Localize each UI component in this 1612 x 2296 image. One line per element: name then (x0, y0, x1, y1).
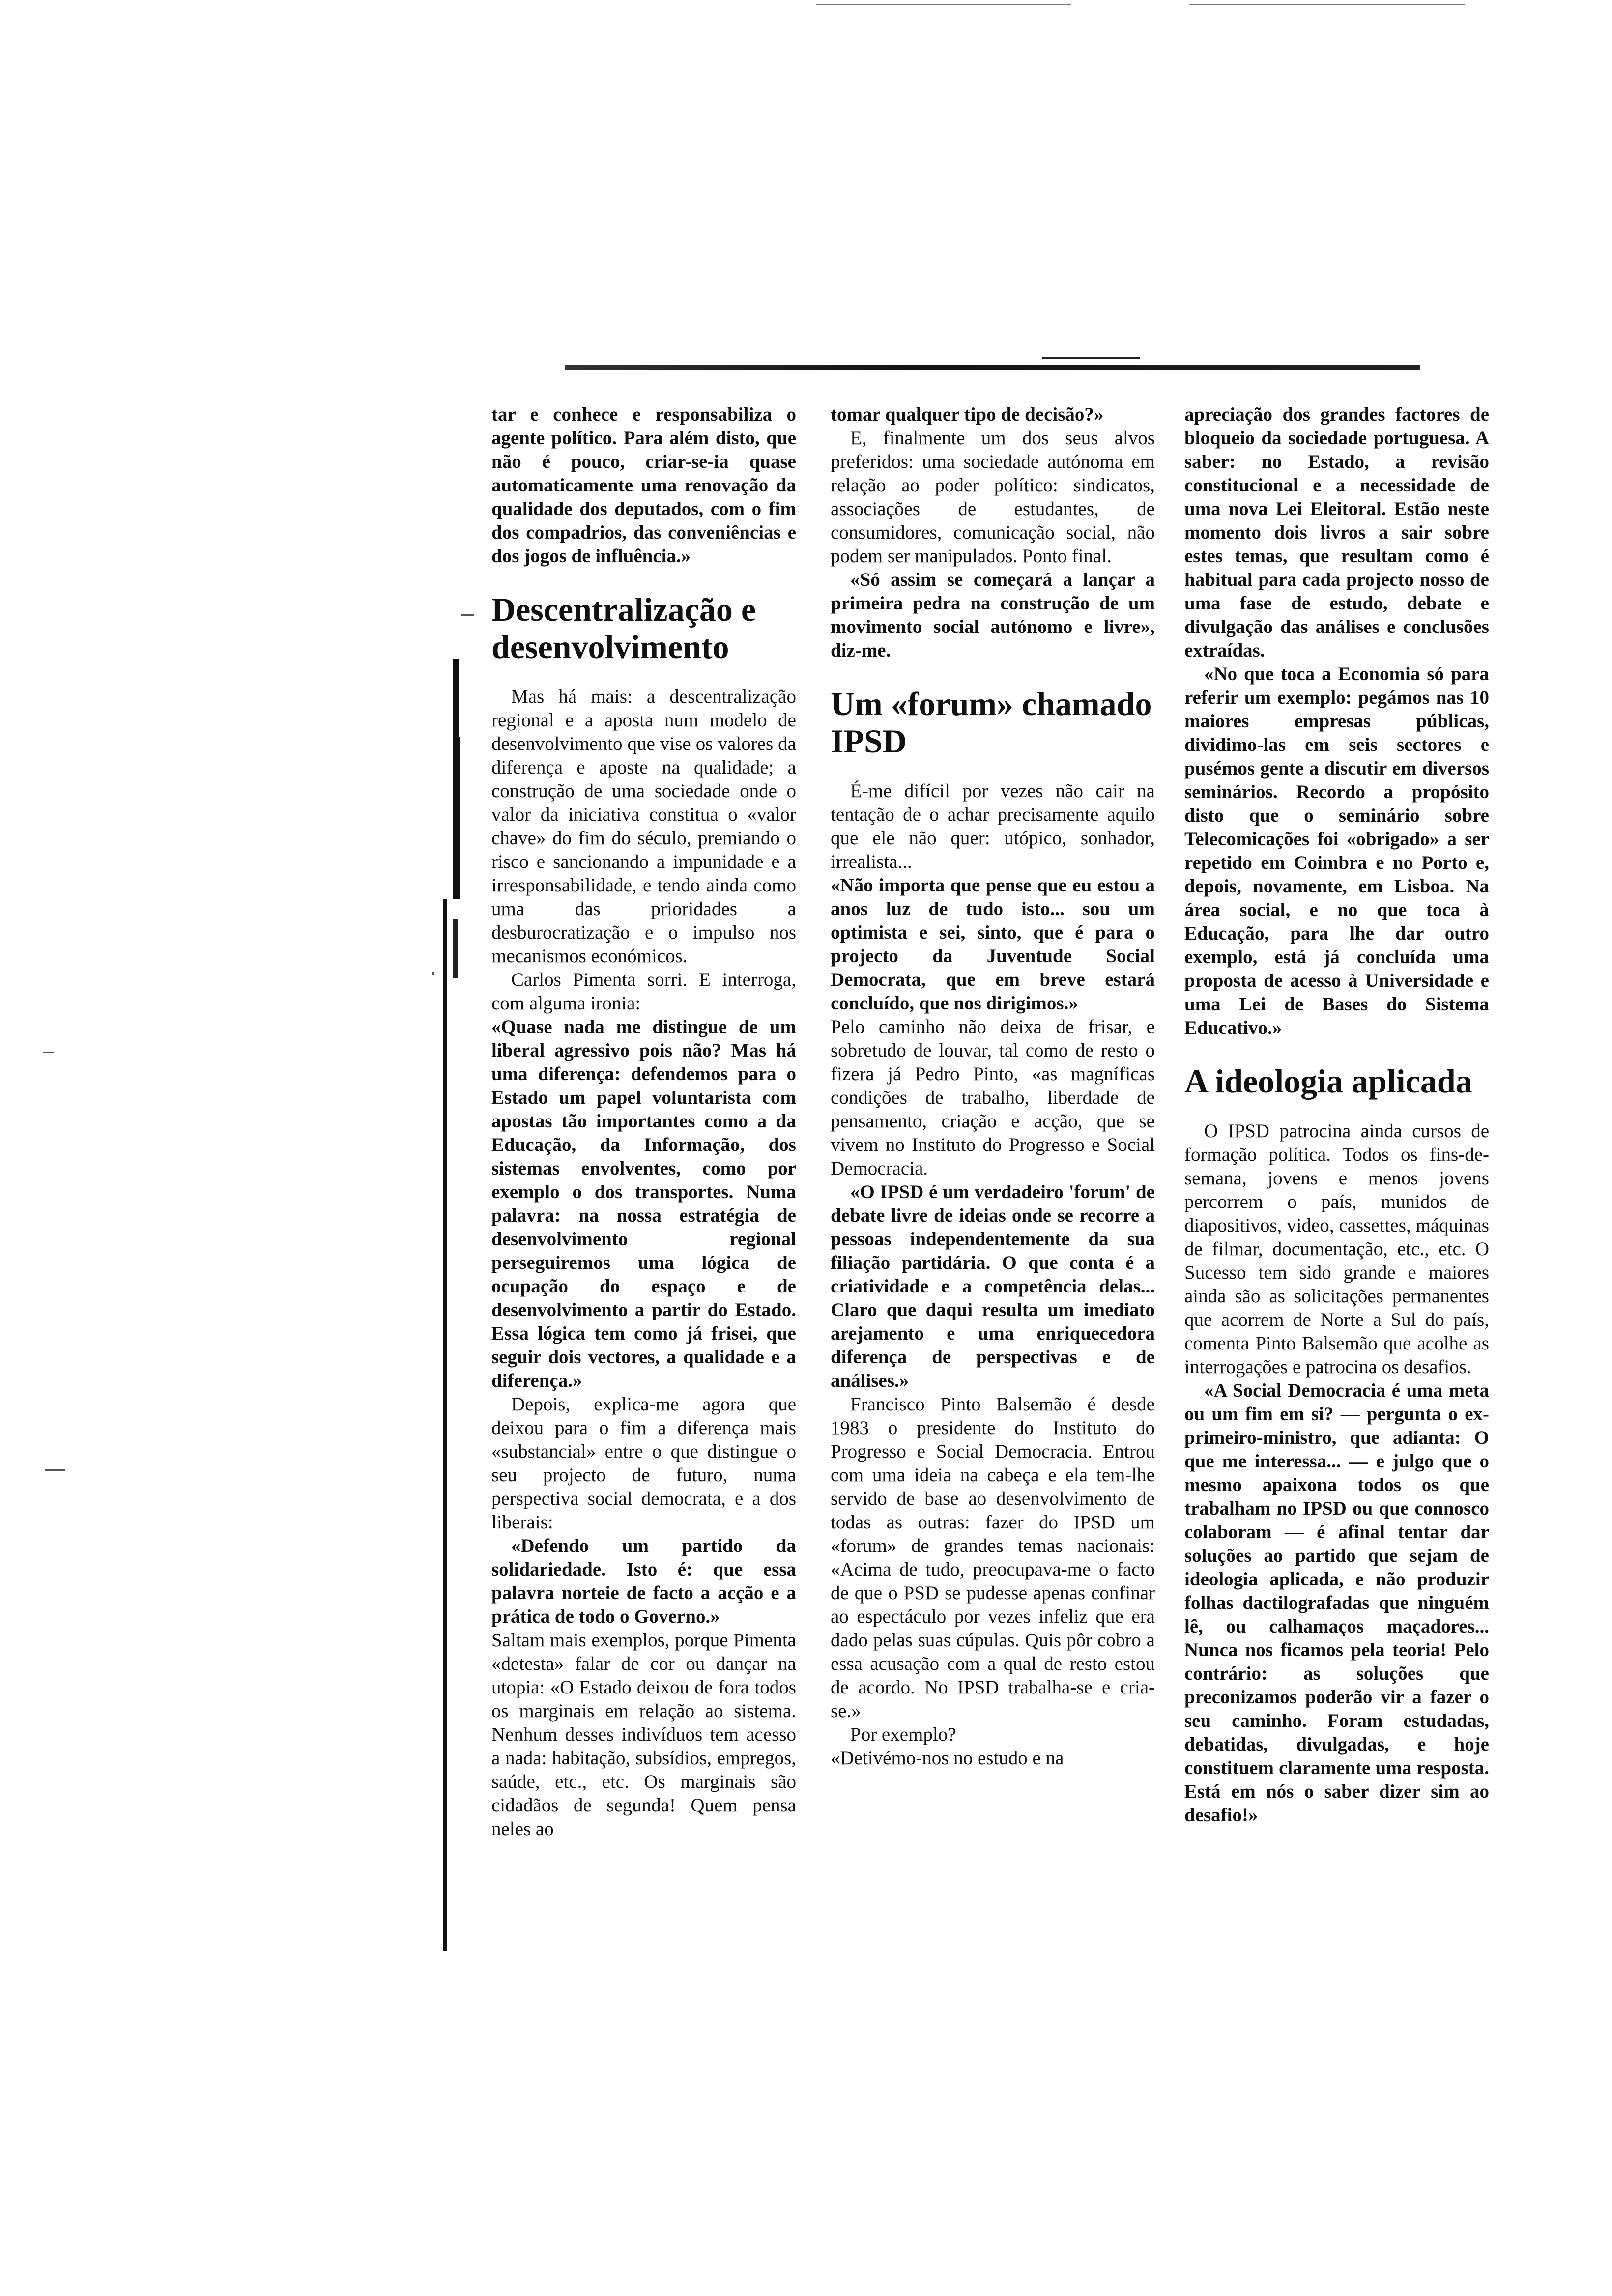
header-rule (565, 365, 1420, 370)
column-margin-bar (453, 919, 458, 978)
article-paragraph: «Quase nada me distingue de um liberal agressivo pois não? Mas há uma diferença: defendemos para o Estado um papel voluntarista com apostas tão importantes como a da Educação, da Informação, dos sistemas envolventes, como por exemplo o dos transportes. Numa palavra: na nossa estratégia de desenvolvimento regional perseguiremos uma lógica de ocupação do espaço e de desenvolvimento a partir do Estado. Essa lógica tem como já frisei, que seguir dois vectores, a qualidade e a diferença.» (491, 1016, 796, 1391)
article-paragraph: Depois, explica-me agora que deixou para o fim a diferença mais «substancial» entre o que distingue o seu projecto de futuro, numa perspectiva social democrata, e a dos liberais: (491, 1394, 796, 1533)
section-heading: A ideologia aplicada (1184, 1062, 1472, 1100)
article-paragraph: O IPSD patrocina ainda cursos de formação política. Todos os fins-de-semana, jovens e menos jovens percorrem o país, munidos de diapositivos, video, cassettes, máquinas de filmar, documentação, etc., etc. O Sucesso tem sido grande e maiores ainda são as solicitações permanentes que acorrem de Norte a Sul do país, comenta Pinto Balsemão que acolhe as interrogações e patrocina os desafios. (1184, 1120, 1489, 1378)
article-paragraph: Pelo caminho não deixa de frisar, e sobretudo de louvar, tal como de resto o fizera já Pedro Pinto, «as magníficas condições de trabalho, liberdade de pensamento, criação e acção, que se vivem no Instituto do Progresso e Social Democracia. (831, 1016, 1155, 1179)
margin-mark (43, 1052, 54, 1053)
article-paragraph: «No que toca a Economia só para referir um exemplo: pegámos nas 10 maiores empresas públicas, dividimo-las em seis sectores e pusémos gente a discutir em diversos seminários. Recordo a propósito disto que o seminário sobre Telecomicações foi «obrigado» a ser repetido em Coimbra e no Porto e, depois, novamente, em Lisboa. Na área social, e no que toca à Educação, para lhe dar outro exemplo, está já concluída uma proposta de acesso à Universidade e uma Lei de Bases do Sistema Educativo.» (1184, 663, 1489, 1038)
article-paragraph: E, finalmente um dos seus alvos preferidos: uma sociedade autónoma em relação ao poder político: sindicatos, associações de estudantes, de consumidores, comunicação social, não podem ser manipulados. Ponto final. (831, 428, 1155, 567)
section-heading: Descentralização e desenvolvimento (491, 591, 756, 665)
header-rule-tick (1042, 357, 1140, 359)
article-paragraph: apreciação dos grandes factores de bloqueio da sociedade portuguesa. A saber: no Estado, a revisão constitucional e a necessidade de uma nova Lei Eleitoral. Estão neste momento dois livros a sair sobre estes temas, que resultam como é habitual para cada projecto nosso de uma fase de estudo, debate e divulgação das análises e conclusões extraídas. (1184, 404, 1489, 661)
article-column-2 (831, 403, 1155, 1770)
margin-mark (432, 972, 434, 975)
article-paragraph: É-me difícil por vezes não cair na tentação de o achar precisamente aquilo que ele não quer: utópico, sonhador, irrealista... (831, 780, 1155, 872)
article-column-3 (1184, 403, 1489, 1827)
column-margin-bar (453, 659, 459, 737)
article-paragraph: Carlos Pimenta sorri. E interroga, com alguma ironia: (491, 969, 796, 1014)
article-paragraph: «O IPSD é um verdadeiro 'forum' de debate livre de ideias onde se recorre a pessoas independentemente da sua filiação partidária. O que conta é a criatividade e a competência delas... Claro que daqui resulta um imediato arejamento e uma enriquecedora diferença de perspectivas e de análises.» (831, 1181, 1155, 1391)
top-scan-rule (816, 4, 1071, 5)
article-paragraph: Francisco Pinto Balsemão é desde 1983 o presidente do Instituto do Progresso e Social Democracia. Entrou com uma ideia na cabeça e ela tem-lhe servido de base ao desenvolvimento de todas as outras: fazer do IPSD um «forum» de grandes temas nacionais: «Acima de tudo, preocupava-me o facto de que o PSD se pudesse apenas confinar ao espectáculo por vezes infeliz que era dado pelas suas cúpulas. Quis pôr cobro a essa acusação com a qual de resto estou de acordo. No IPSD trabalha-se e cria-se.» (831, 1394, 1155, 1722)
section-heading: Um «forum» chamado IPSD (831, 685, 1152, 760)
article-column-1 (491, 403, 796, 1841)
article-paragraph: Mas há mais: a descentralização regional e a aposta num modelo de desenvolvimento que vise os valores da diferença e aposte na qualidade; a construção de uma sociedade onde o valor da iniciativa constitua o «valor chave» do fim do século, premiando o risco e sancionando a impunidade e a irresponsabilidade, e tendo ainda como uma das prioridades a desburocratização e o impulso nos mecanismos económicos. (491, 686, 796, 967)
top-scan-rule (1189, 4, 1465, 5)
article-paragraph: «Só assim se começará a lançar a primeira pedra na construção de um movimento social autónomo e livre», diz-me. (831, 569, 1155, 661)
article-paragraph: Saltam mais exemplos, porque Pimenta «detesta» falar de cor ou dançar na utopia: «O Estado deixou de fora todos os marginais em relação ao sistema. Nenhum desses indivíduos tem acesso a nada: habitação, subsídios, empregos, saúde, etc., etc. Os marginais são cidadãos de segunda! Quem pensa neles ao (491, 1630, 796, 1839)
margin-mark (461, 614, 474, 616)
column-margin-bar (443, 899, 447, 1951)
article-paragraph: tomar qualquer tipo de decisão?» (831, 404, 1104, 425)
article-paragraph: Por exemplo? (850, 1724, 956, 1745)
article-paragraph: «Defendo um partido da solidariedade. Isto é: que essa palavra norteie de facto a acção e a prática de todo o Governo.» (491, 1535, 796, 1627)
article-paragraph: «Não importa que pense que eu estou a anos luz de tudo isto... sou um optimista e sei, sinto, que é para o projecto da Juventude Social Democrata, que em breve estará concluído, que nos dirigimos.» (831, 875, 1155, 1014)
article-paragraph: tar e conhece e responsabiliza o agente político. Para além disto, que não é pouco, criar-se-ia quase automaticamente uma renovação da qualidade dos deputados, com o fim dos compadrios, das conveniências e dos jogos de influência.» (491, 404, 796, 567)
margin-mark (45, 1469, 65, 1471)
article-paragraph: «Detivémo-nos no estudo e na (831, 1748, 1064, 1769)
column-margin-bar (453, 737, 460, 899)
article-paragraph: «A Social Democracia é uma meta ou um fim em si? — pergunta o ex-primeiro-ministro, que adianta: O que me interessa... — e julgo que o mesmo apaixona todos os que trabalham no IPSD ou que connosco colaboram — é afinal tentar dar soluções ao partido que sejam de ideologia aplicada, e não produzir folhas dactilografadas que ninguém lê, ou calhamaços maçadores... Nunca nos ficamos pela teoria! Pelo contrário: as soluções que preconizamos poderão vir a fazer o seu caminho. Foram estudadas, debatidas, divulgadas, e hoje constituem claramente uma resposta. Está em nós o saber dizer sim ao desafio!» (1184, 1380, 1489, 1826)
